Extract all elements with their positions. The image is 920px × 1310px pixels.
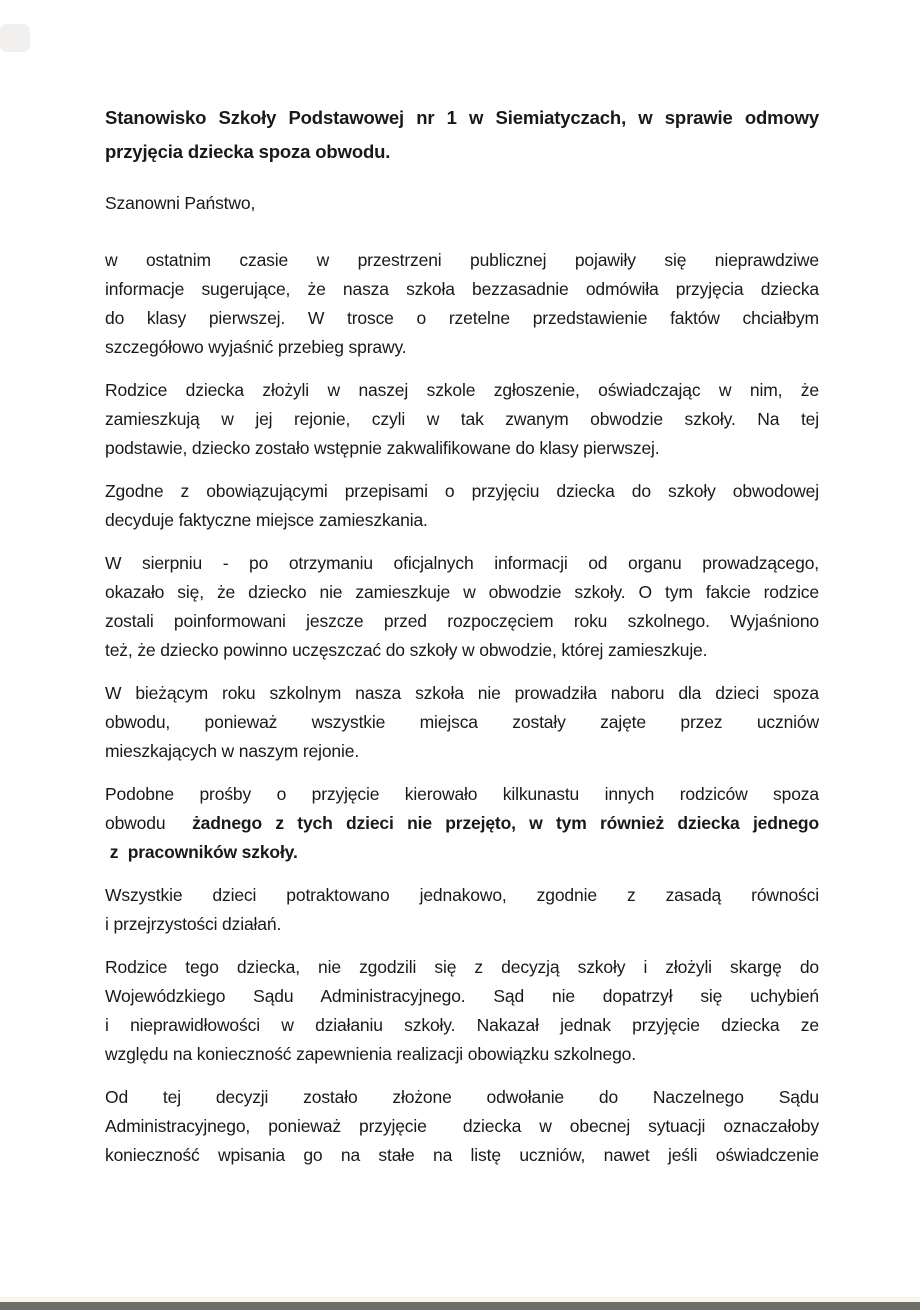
text-line bbox=[105, 304, 819, 333]
text-line bbox=[105, 246, 819, 275]
text-line bbox=[105, 477, 819, 506]
text-segment: Zgodne z obowiązującymi przepisami o przyjęciu dziecka do szkoły obwodowej bbox=[105, 481, 819, 501]
text-segment: żadnego z tych dzieci nie przejęto, w tym również dziecka jednego bbox=[192, 813, 819, 833]
document-title bbox=[105, 101, 819, 168]
text-line bbox=[105, 333, 819, 362]
text-segment: obwodu bbox=[105, 813, 193, 833]
text-line bbox=[105, 135, 819, 169]
text-line bbox=[105, 881, 819, 910]
text-line bbox=[105, 549, 819, 578]
text-line bbox=[105, 506, 819, 535]
text-line bbox=[105, 1011, 819, 1040]
text-line bbox=[105, 838, 819, 867]
page-bottom-bar bbox=[0, 1302, 920, 1310]
text-segment: Rodzice tego dziecka, nie zgodzili się z decyzją szkoły i złożyli skargę do bbox=[105, 957, 819, 977]
paragraph bbox=[105, 780, 819, 867]
text-segment: Podobne prośby o przyjęcie kierowało kilkunastu innych rodziców spoza bbox=[105, 784, 819, 804]
text-segment: Stanowisko Szkoły Podstawowej nr 1 w Siemiatyczach, w sprawie odmowy bbox=[105, 107, 819, 128]
text-segment: okazało się, że dziecko nie zamieszkuje w obwodzie szkoły. O tym fakcie rodzice bbox=[105, 582, 819, 602]
paragraph bbox=[105, 477, 819, 535]
text-segment: zostali poinformowani jeszcze przed rozpoczęciem roku szkolnego. Wyjaśniono bbox=[105, 611, 819, 631]
text-segment: podstawie, dziecko zostało wstępnie zakwalifikowane do klasy pierwszej. bbox=[105, 438, 660, 458]
text-line bbox=[105, 1040, 819, 1069]
text-segment: mieszkających w naszym rejonie. bbox=[105, 741, 360, 761]
text-segment: Administracyjnego, ponieważ przyjęcie dziecka w obecnej sytuacji oznaczałoby bbox=[105, 1116, 819, 1136]
text-line bbox=[105, 1083, 819, 1112]
text-segment: W bieżącym roku szkolnym nasza szkoła nie prowadziła naboru dla dzieci spoza bbox=[105, 683, 819, 703]
document-body bbox=[105, 246, 819, 1170]
paragraph bbox=[105, 953, 819, 1069]
text-segment: zamieszkują w jej rejonie, czyli w tak zwanym obwodzie szkoły. Na tej bbox=[105, 409, 819, 429]
text-segment: konieczność wpisania go na stałe na listę uczniów, nawet jeśli oświadczenie bbox=[105, 1145, 819, 1165]
paragraph bbox=[105, 549, 819, 665]
text-segment: Wojewódzkiego Sądu Administracyjnego. Sąd nie dopatrzył się uchybień bbox=[105, 986, 819, 1006]
paragraph bbox=[105, 679, 819, 766]
text-segment: decyduje faktyczne miejsce zamieszkania. bbox=[105, 510, 428, 530]
paragraph bbox=[105, 246, 819, 362]
document-content bbox=[105, 101, 819, 1184]
text-line bbox=[105, 434, 819, 463]
text-segment: szczegółowo wyjaśnić przebieg sprawy. bbox=[105, 337, 407, 357]
text-segment: Rodzice dziecka złożyli w naszej szkole zgłoszenie, oświadczając w nim, że bbox=[105, 380, 819, 400]
paragraph bbox=[105, 881, 819, 939]
text-line bbox=[105, 737, 819, 766]
text-segment: przyjęcia dziecka spoza obwodu. bbox=[105, 140, 391, 162]
text-line bbox=[105, 679, 819, 708]
text-line bbox=[105, 607, 819, 636]
text-line bbox=[105, 578, 819, 607]
text-segment: obwodu, ponieważ wszystkie miejsca zostały zajęte przez uczniów bbox=[105, 712, 819, 732]
text-segment: i nieprawidłowości w działaniu szkoły. Nakazał jednak przyjęcie dziecka ze bbox=[105, 1015, 819, 1035]
text-segment: względu na konieczność zapewnienia realizacji obowiązku szkolnego. bbox=[105, 1044, 636, 1064]
text-segment: W sierpniu - po otrzymaniu oficjalnych informacji od organu prowadzącego, bbox=[105, 553, 819, 573]
text-line bbox=[105, 809, 819, 838]
text-segment: z pracowników szkoły. bbox=[105, 842, 298, 862]
text-segment: do klasy pierwszej. W trosce o rzetelne przedstawienie faktów chciałbym bbox=[105, 308, 819, 328]
text-line bbox=[105, 101, 819, 135]
text-segment: też, że dziecko powinno uczęszczać do szkoły w obwodzie, której zamieszkuje. bbox=[105, 640, 708, 660]
text-line bbox=[105, 376, 819, 405]
text-line bbox=[105, 982, 819, 1011]
paragraph bbox=[105, 376, 819, 463]
text-line bbox=[105, 275, 819, 304]
text-segment: informacje sugerujące, że nasza szkoła bezzasadnie odmówiła przyjęcia dziecka bbox=[105, 279, 819, 299]
text-segment: w ostatnim czasie w przestrzeni publicznej pojawiły się nieprawdziwe bbox=[105, 250, 819, 270]
text-segment: Wszystkie dzieci potraktowano jednakowo, zgodnie z zasadą równości bbox=[105, 885, 819, 905]
text-segment: i przejrzystości działań. bbox=[105, 914, 282, 934]
text-line bbox=[105, 780, 819, 809]
text-line bbox=[105, 1112, 819, 1141]
text-line bbox=[105, 910, 819, 939]
salutation: Szanowni Państwo, bbox=[105, 193, 256, 213]
text-line bbox=[105, 405, 819, 434]
scan-artifact bbox=[0, 24, 30, 52]
paragraph bbox=[105, 1083, 819, 1170]
text-segment: Od tej decyzji zostało złożone odwołanie do Naczelnego Sądu bbox=[105, 1087, 819, 1107]
text-line bbox=[105, 708, 819, 737]
text-line bbox=[105, 636, 819, 665]
text-line bbox=[105, 953, 819, 982]
text-line bbox=[105, 1141, 819, 1170]
